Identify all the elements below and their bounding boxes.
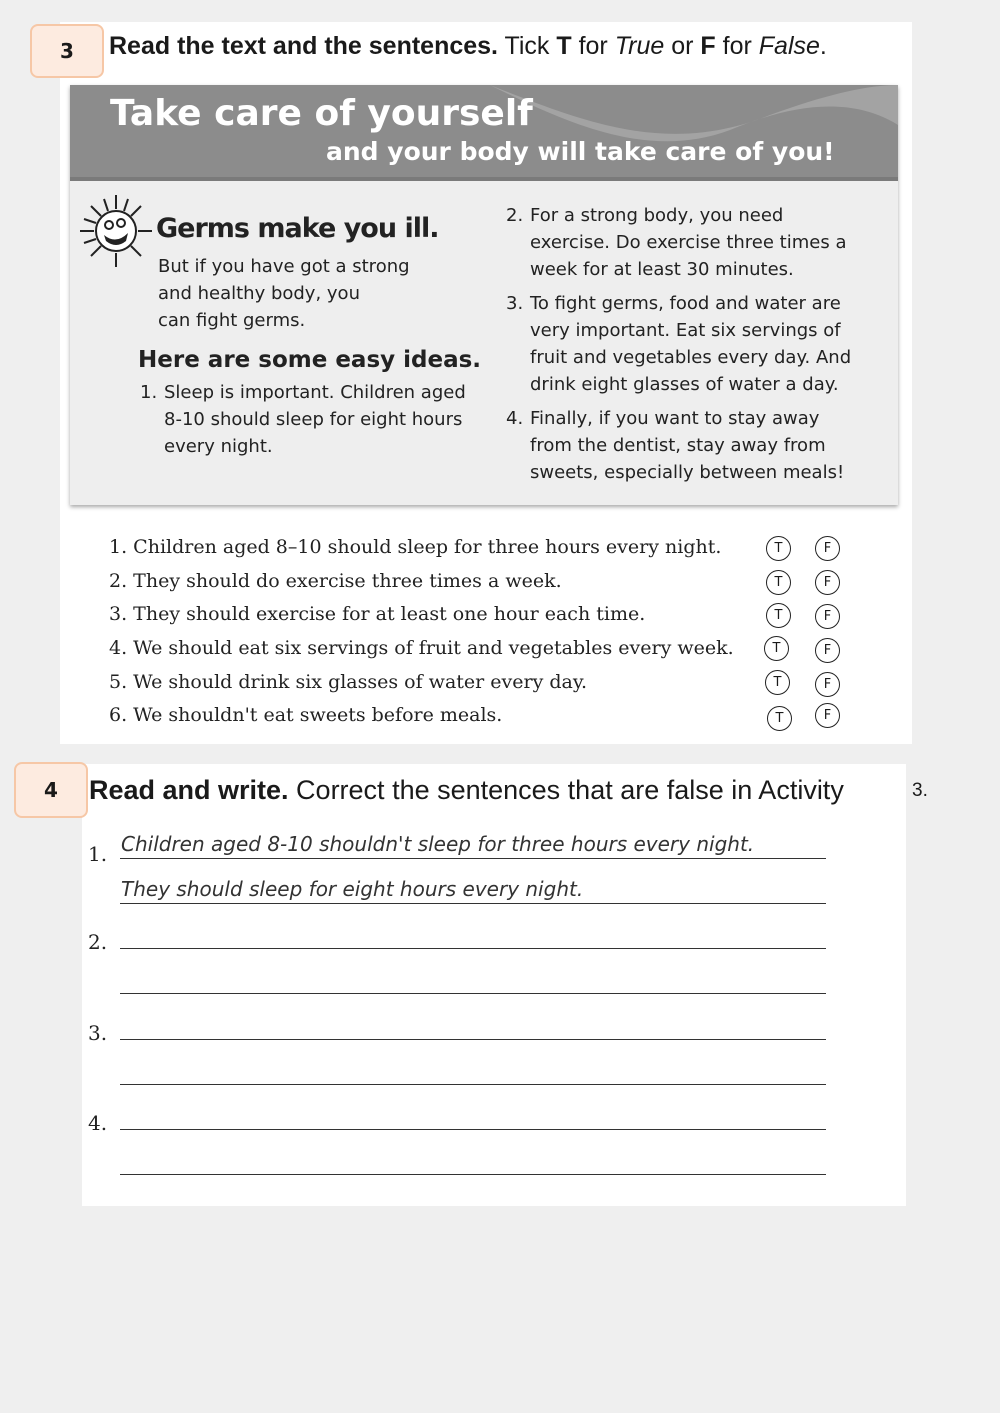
intro-text: But if you have got a strong and healthy body, you can fight germs.	[158, 256, 410, 331]
answer-line	[120, 903, 826, 904]
false-option-3[interactable]: F	[815, 604, 840, 629]
activity-4-instructions: Read and write. Correct the sentences that are false in Activity	[89, 775, 844, 805]
statement-3: 3. They should exercise for at least one hour each time.	[109, 603, 646, 625]
activity-4-heading-tail: 3.	[912, 780, 928, 801]
statement-6: 6. We shouldn't eat sweets before meals.	[109, 704, 503, 726]
true-option-3[interactable]: T	[766, 603, 791, 628]
statement-1: 1. Children aged 8–10 should sleep for three hours every night.	[109, 536, 722, 558]
germs-title: Germs make you ill.	[156, 213, 439, 244]
example-answer-line-2: They should sleep for eight hours every night.	[121, 877, 584, 901]
answer-number-4: 4.	[88, 1111, 108, 1135]
true-option-2[interactable]: T	[766, 570, 791, 595]
statement-4: 4. We should eat six servings of fruit and vegetables every week.	[109, 637, 734, 659]
example-answer-line-1: Children aged 8-10 shouldn't sleep for three hours every night.	[121, 832, 755, 856]
answer-number-1: 1.	[88, 842, 108, 866]
statement-5: 5. We should drink six glasses of water every day.	[109, 671, 588, 693]
answer-input-3a[interactable]	[120, 1039, 826, 1040]
germ-icon	[76, 191, 156, 271]
activity-3-badge: 3	[30, 24, 104, 78]
true-option-1[interactable]: T	[766, 536, 791, 561]
true-option-5[interactable]: T	[765, 670, 790, 695]
activity-4-panel	[82, 764, 906, 1206]
answer-input-4a[interactable]	[120, 1129, 826, 1130]
activity-3-instructions: Read the text and the sentences. Tick T for True or F for False.	[109, 32, 827, 60]
false-option-5[interactable]: F	[815, 672, 840, 697]
answer-input-4b[interactable]	[120, 1174, 826, 1175]
answer-input-2b[interactable]	[120, 993, 826, 994]
activity-4-badge: 4	[14, 762, 88, 818]
ideas-heading: Here are some easy ideas.	[138, 347, 482, 373]
reading-text-box: Take care of yourself and your body will take care of you! Germs make you ill. But if you have got a strong and healthy body, you can fight germs. Here are some easy ideas. 1. Sleep is important. Children aged 8-10 should sleep for eight hours every night. 2. For a strong body, you need exercise. Do exercise three times a week for at least 30 minutes. 3. To fight germs, food and water are very important. Eat six servings of fruit and vegetables every day. And drink eight glasses of water a day. 4. Finally, if you want to stay away from the dentist, stay away from sweets, especially between meals!	[70, 85, 898, 505]
false-option-4[interactable]: F	[815, 638, 840, 663]
article-subtitle: and your body will take care of you!	[326, 137, 835, 166]
false-option-1[interactable]: F	[815, 536, 840, 561]
answer-input-2a[interactable]	[120, 948, 826, 949]
false-option-6[interactable]: F	[815, 703, 840, 728]
true-option-6[interactable]: T	[767, 706, 792, 731]
answer-number-2: 2.	[88, 930, 108, 954]
statement-2: 2. They should do exercise three times a week.	[109, 570, 562, 592]
true-option-4[interactable]: T	[764, 636, 789, 661]
article-banner	[70, 85, 898, 181]
answer-input-3b[interactable]	[120, 1084, 826, 1085]
article-title: Take care of yourself	[110, 93, 533, 134]
false-option-2[interactable]: F	[815, 570, 840, 595]
answer-number-3: 3.	[88, 1021, 108, 1045]
answer-line	[120, 858, 826, 859]
